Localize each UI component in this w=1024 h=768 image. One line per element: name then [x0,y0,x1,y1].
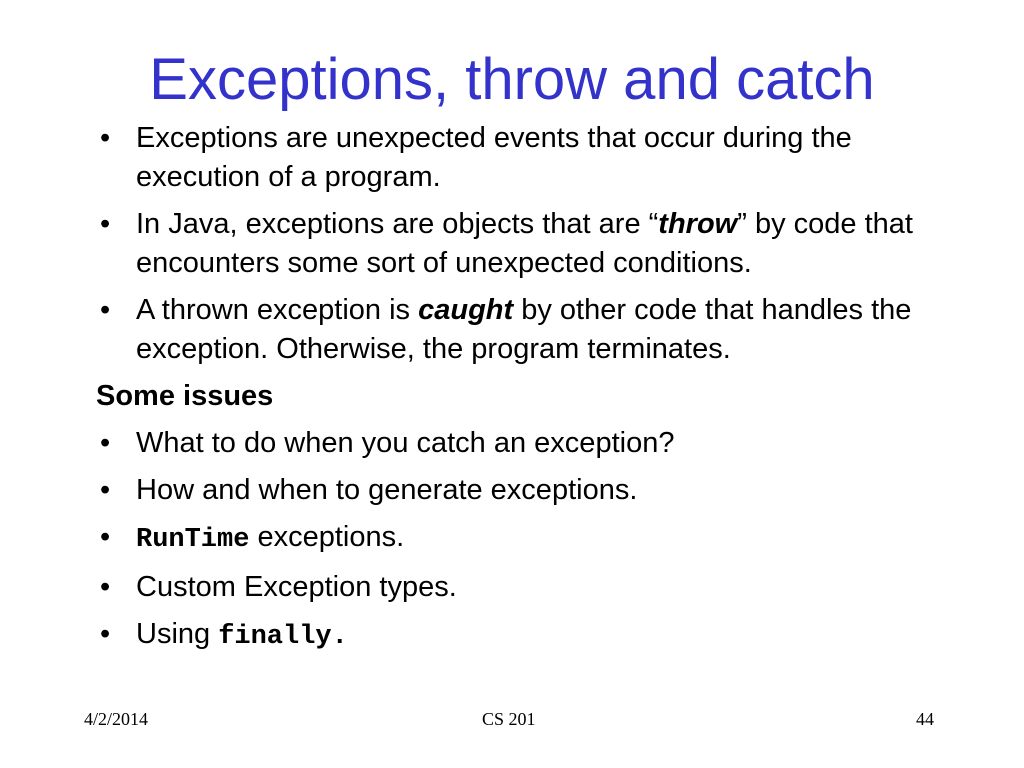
bullet-dot: • [100,122,111,154]
bullet-text: exceptions. [249,521,405,553]
bullet-item [96,518,936,560]
bullet-emphasis: caught [418,294,514,326]
footer-page-number: 44 [916,709,934,729]
bullet-dot: • [100,474,111,506]
bullet-text: by other code that handles the exception. Otherwise, the program terminates. [136,294,912,365]
bullet-text: What to do when you catch an exception? [136,427,675,459]
section-heading: Some issues [96,380,274,412]
bullet-text: ” by code that encounters some sort of unexpected conditions. [136,208,913,279]
bullet-item [96,615,936,657]
bullet-dot: • [100,618,111,650]
bullet-dot: • [100,521,111,553]
bullet-text: In Java, exceptions are objects that are “ [136,208,659,240]
bullet-text: A thrown exception is [136,294,419,326]
bullet-text: Custom Exception types. [136,571,457,603]
bullet-item [96,568,936,607]
bullet-dot: • [100,427,111,459]
bullet-item [96,471,936,510]
slide-title: Exceptions, throw and catch [149,47,875,112]
bullet-text: How and when to generate exceptions. [136,474,638,506]
bullet-emphasis: throw [658,208,738,240]
bullet-item [96,119,936,197]
bullet-dot: • [100,571,111,603]
code-keyword: RunTime [136,525,250,555]
slide-body [96,119,936,665]
bullet-text: Using [136,618,219,650]
footer-date: 4/2/2014 [84,709,149,729]
bullet-text: Exceptions are unexpected events that occur during the execution of a program. [136,122,852,193]
code-keyword: finally. [218,622,348,652]
bullet-item [96,291,936,369]
bullet-item [96,424,936,463]
footer-course: CS 201 [482,709,536,729]
bullet-dot: • [100,208,111,240]
bullet-dot: • [100,294,111,326]
bullet-item [96,205,936,283]
